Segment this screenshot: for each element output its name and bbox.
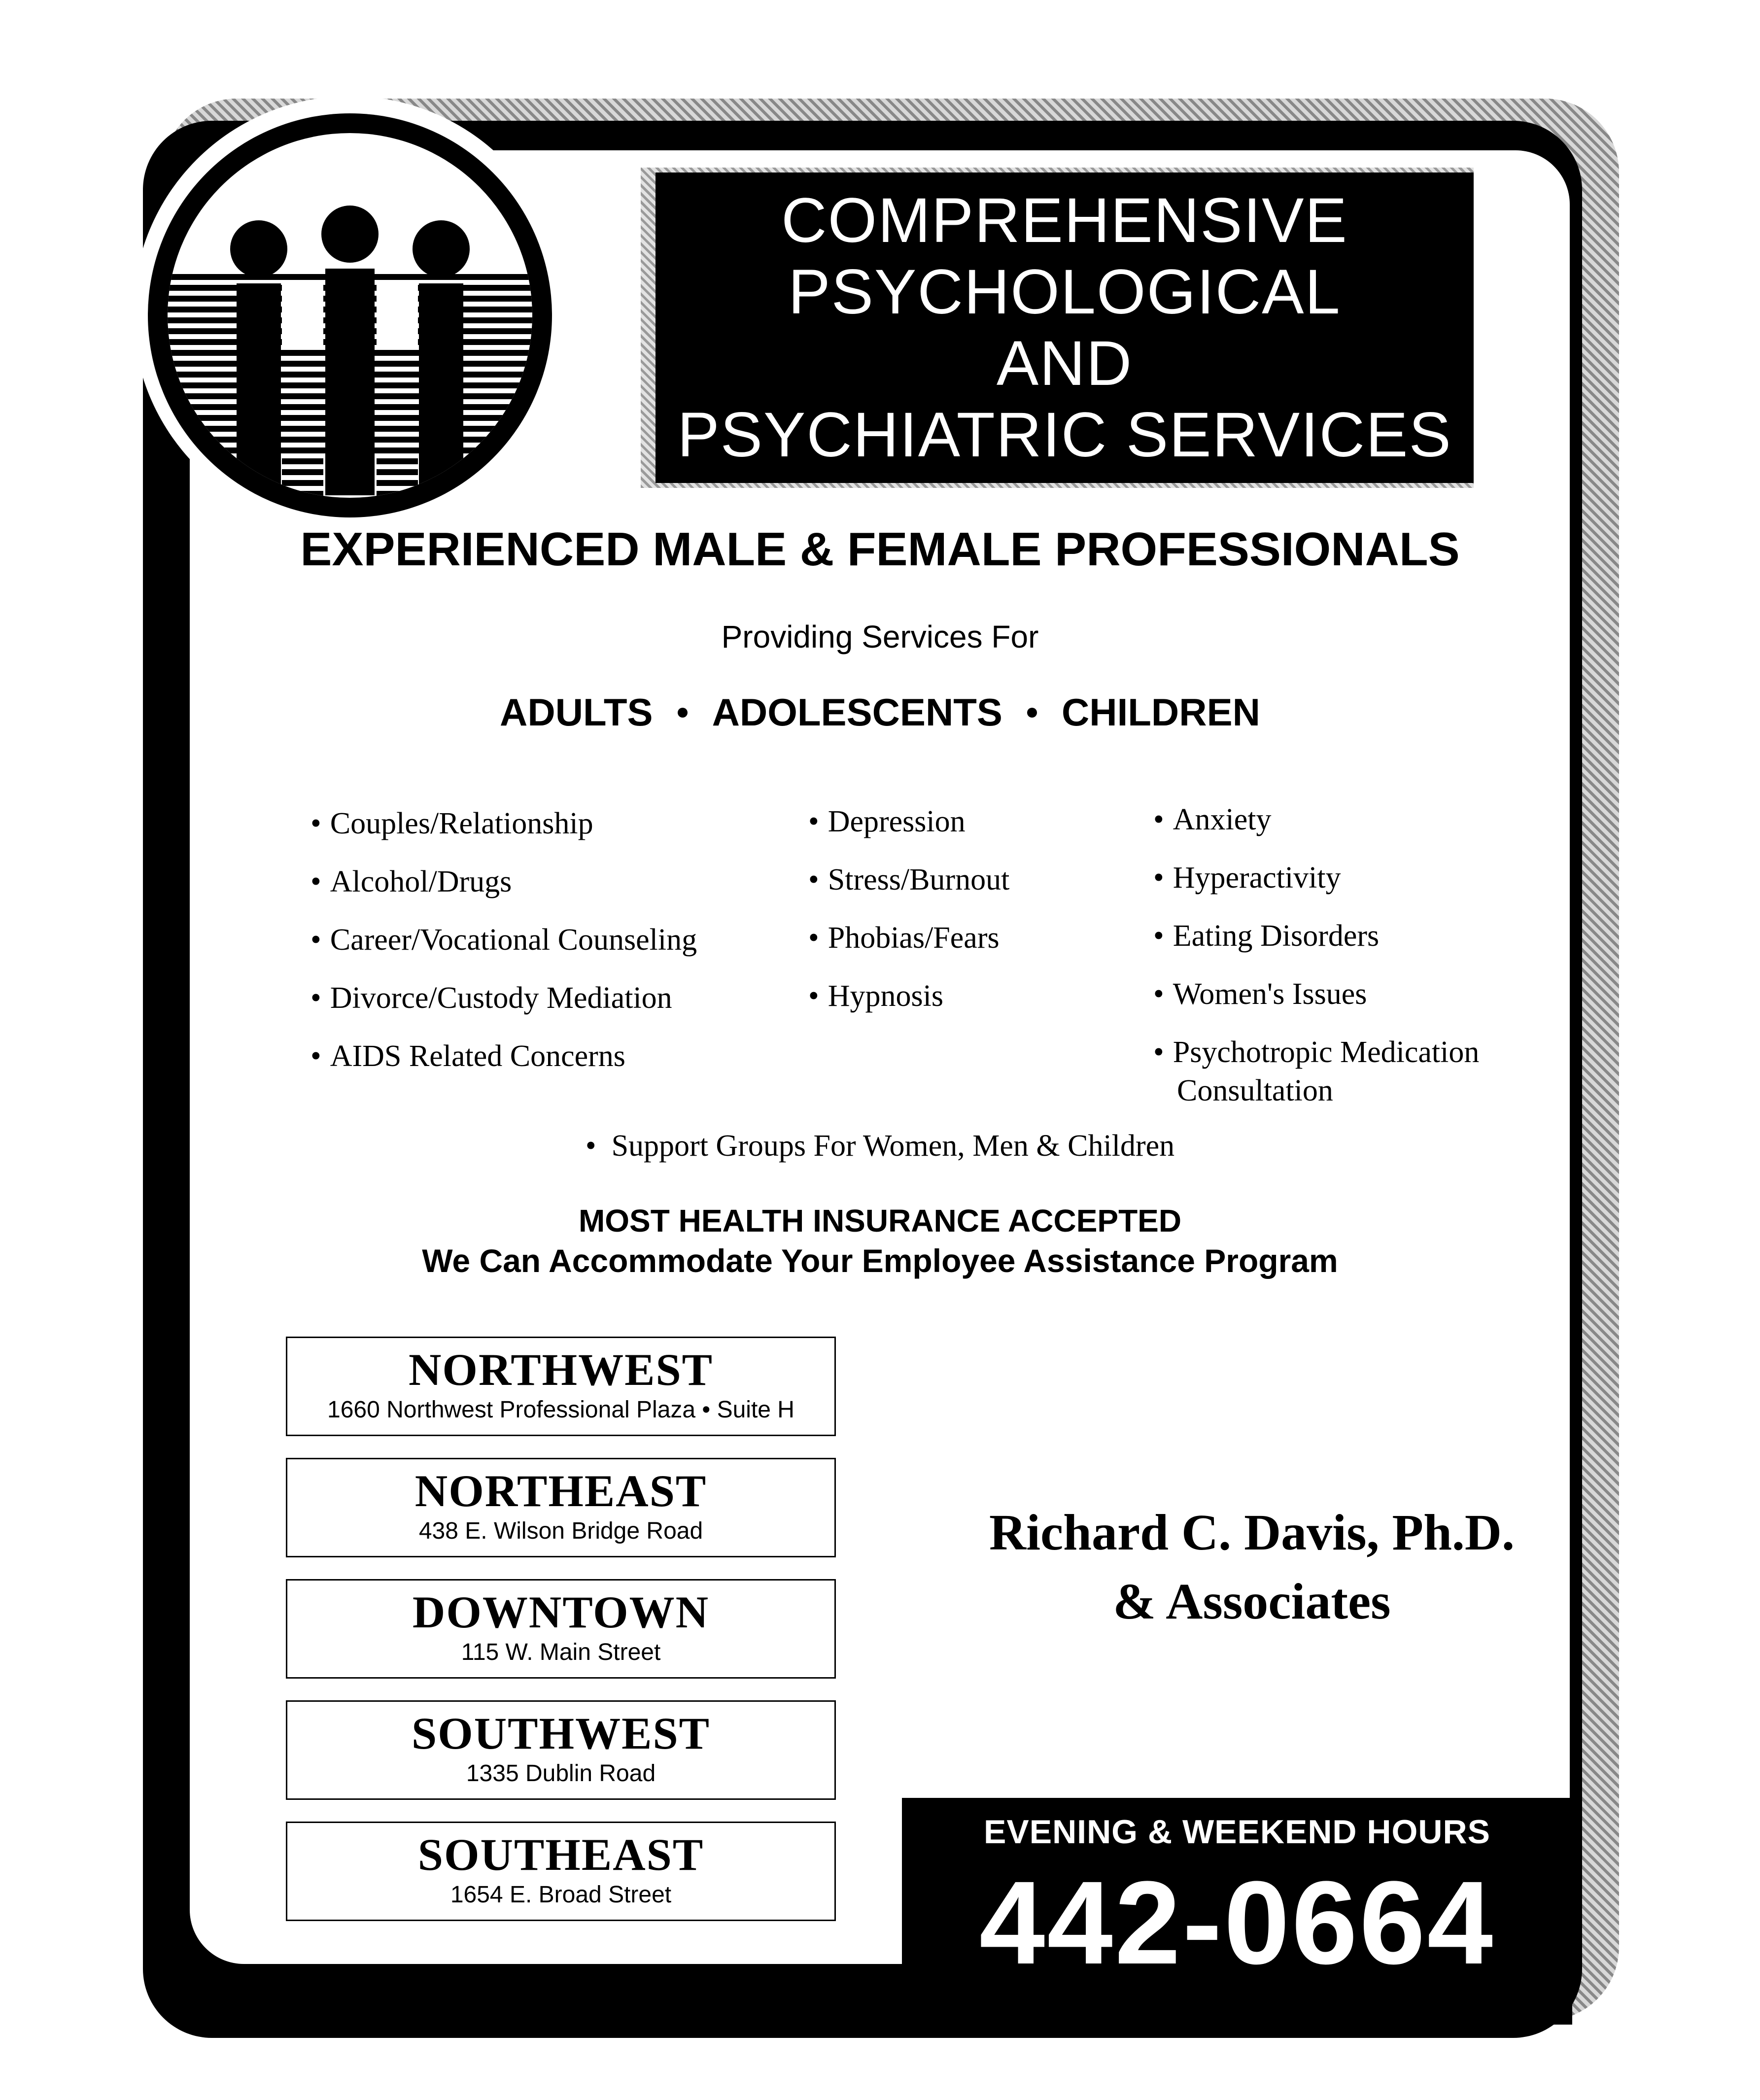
title-line-1: COMPREHENSIVE bbox=[781, 185, 1348, 256]
location-address: 1660 Northwest Professional Plaza • Suite H bbox=[327, 1397, 794, 1423]
location-address: 1654 E. Broad Street bbox=[450, 1882, 672, 1908]
support-text: Support Groups For Women, Men & Children bbox=[611, 1129, 1175, 1163]
location-name: DOWNTOWN bbox=[412, 1587, 710, 1637]
providing-text: Providing Services For bbox=[721, 619, 1039, 654]
location-downtown bbox=[286, 1579, 836, 1679]
three-people-icon bbox=[168, 133, 532, 498]
location-southwest bbox=[286, 1700, 836, 1800]
service-item: • Stress/Burnout bbox=[808, 860, 1009, 900]
bullet-dot bbox=[1027, 708, 1037, 718]
service-item-continuation: Consultation bbox=[1177, 1074, 1333, 1107]
logo-inner bbox=[168, 133, 532, 498]
service-item: • Career/Vocational Counseling bbox=[311, 920, 697, 960]
age-adolescents: ADOLESCENTS bbox=[712, 690, 1002, 734]
service-item: • Depression bbox=[808, 801, 966, 842]
service-item: • Eating Disorders bbox=[1153, 916, 1379, 956]
location-name: SOUTHEAST bbox=[417, 1829, 704, 1880]
location-northeast bbox=[286, 1458, 836, 1557]
location-address: 1335 Dublin Road bbox=[466, 1760, 656, 1787]
doctor-associates: & Associates bbox=[1113, 1573, 1391, 1630]
location-name: NORTHWEST bbox=[408, 1344, 714, 1395]
age-adults: ADULTS bbox=[500, 690, 653, 734]
service-item: • AIDS Related Concerns bbox=[311, 1036, 625, 1076]
location-southeast bbox=[286, 1822, 836, 1921]
service-item: • Women's Issues bbox=[1153, 974, 1367, 1014]
doctor-block bbox=[848, 1498, 1656, 1636]
service-item: • Alcohol/Drugs bbox=[311, 861, 512, 902]
service-item: • Couples/Relationship bbox=[311, 803, 593, 844]
insurance-text: MOST HEALTH INSURANCE ACCEPTED bbox=[578, 1203, 1182, 1239]
service-item: • Anxiety bbox=[1153, 799, 1271, 840]
title-box bbox=[656, 172, 1474, 483]
eap-text: We Can Accommodate Your Employee Assistance Program bbox=[422, 1242, 1338, 1279]
age-groups bbox=[0, 690, 1760, 735]
support-groups: • Support Groups For Women, Men & Children bbox=[585, 1129, 1175, 1163]
doctor-name: Richard C. Davis, Ph.D. bbox=[989, 1504, 1515, 1561]
location-northwest bbox=[286, 1337, 836, 1436]
headline: EXPERIENCED MALE & FEMALE PROFESSIONALS bbox=[300, 523, 1460, 576]
location-address: 438 E. Wilson Bridge Road bbox=[418, 1518, 703, 1544]
service-item: • Hypnosis bbox=[808, 976, 943, 1016]
location-address: 115 W. Main Street bbox=[461, 1639, 661, 1665]
phone-number: 442-0664 bbox=[979, 1857, 1495, 1989]
service-item: • Divorce/Custody Mediation bbox=[311, 978, 672, 1018]
title-line-2: PSYCHOLOGICAL bbox=[788, 257, 1341, 327]
service-item: • Psychotropic Medication bbox=[1153, 1032, 1479, 1072]
hours-box bbox=[902, 1798, 1572, 2025]
logo bbox=[148, 113, 552, 517]
age-children: CHILDREN bbox=[1061, 690, 1260, 734]
service-item: • Phobias/Fears bbox=[808, 918, 1000, 958]
hours-label: EVENING & WEEKEND HOURS bbox=[984, 1813, 1490, 1851]
location-name: NORTHEAST bbox=[414, 1466, 707, 1516]
location-name: SOUTHWEST bbox=[412, 1708, 710, 1758]
title-line-4: PSYCHIATRIC SERVICES bbox=[677, 400, 1452, 470]
title-line-3: AND bbox=[996, 328, 1133, 399]
bullet-dot bbox=[678, 708, 688, 718]
service-item: • Hyperactivity bbox=[1153, 858, 1341, 898]
